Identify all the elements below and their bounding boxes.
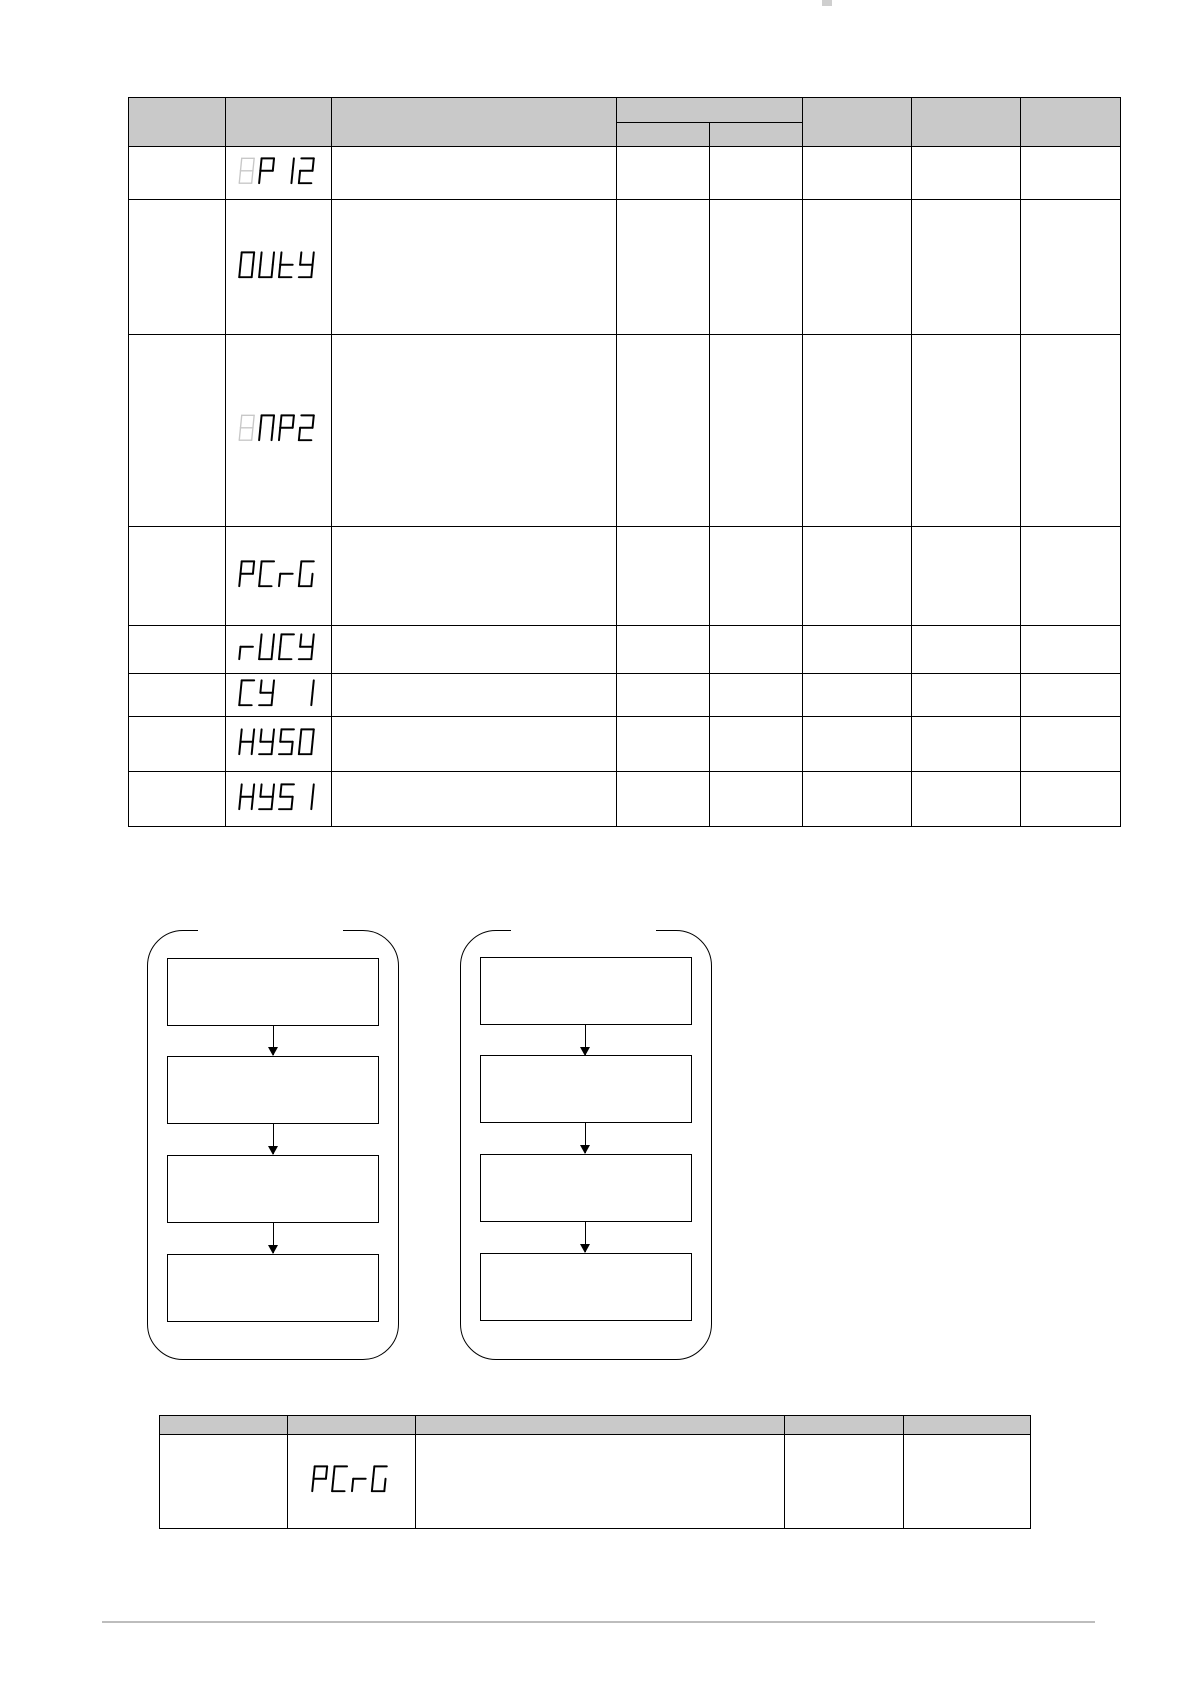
table-cell xyxy=(710,626,803,674)
display-cell xyxy=(226,200,332,335)
table-cell xyxy=(710,717,803,772)
table-cell xyxy=(912,717,1021,772)
table-cell xyxy=(803,200,912,335)
table-cell xyxy=(617,147,710,200)
table-cell xyxy=(332,200,617,335)
table-cell xyxy=(710,527,803,626)
table-cell xyxy=(1021,772,1121,827)
display-cell xyxy=(226,335,332,527)
table-cell xyxy=(617,674,710,717)
segment-digits xyxy=(238,728,320,758)
table-cell xyxy=(1021,626,1121,674)
segment-digits xyxy=(238,633,320,663)
flow-step-box xyxy=(480,957,692,1025)
display-cell xyxy=(226,772,332,827)
table-cell xyxy=(803,147,912,200)
table-cell xyxy=(710,200,803,335)
table-cell xyxy=(803,717,912,772)
display-cell xyxy=(226,674,332,717)
header-cell xyxy=(904,1416,1031,1435)
display-cell xyxy=(226,717,332,772)
header-cell xyxy=(416,1416,785,1435)
pcrg-table xyxy=(159,1415,1031,1529)
table-cell xyxy=(710,772,803,827)
seven-segment-display-icon xyxy=(238,783,320,813)
flow-arrow xyxy=(273,1223,274,1253)
table-cell xyxy=(129,772,226,827)
table-cell xyxy=(617,772,710,827)
table-cell xyxy=(129,527,226,626)
header-cell xyxy=(785,1416,904,1435)
display-cell xyxy=(226,626,332,674)
table-cell xyxy=(912,335,1021,527)
page-corner-mark xyxy=(822,0,832,6)
table-cell xyxy=(332,717,617,772)
table-cell xyxy=(803,626,912,674)
display-cell xyxy=(226,527,332,626)
table-cell xyxy=(912,772,1021,827)
table-cell xyxy=(332,626,617,674)
table-cell xyxy=(617,527,710,626)
table-row xyxy=(129,335,1121,527)
table-cell xyxy=(617,717,710,772)
flow-arrow xyxy=(585,1025,586,1055)
flow-arrow xyxy=(585,1123,586,1153)
flow-step-box xyxy=(167,1254,379,1322)
table-row xyxy=(129,200,1121,335)
table-cell xyxy=(803,527,912,626)
seven-segment-display-icon xyxy=(311,1465,393,1495)
table-row xyxy=(129,772,1121,827)
seven-segment-display-icon xyxy=(238,414,320,444)
table-cell xyxy=(160,1435,288,1529)
header-cell xyxy=(288,1416,416,1435)
segment-digits xyxy=(238,157,320,187)
header-cell xyxy=(803,98,912,147)
table-row xyxy=(129,527,1121,626)
display-cell xyxy=(226,147,332,200)
table-cell xyxy=(332,335,617,527)
header-cell xyxy=(160,1416,288,1435)
seven-segment-display-icon xyxy=(238,728,320,758)
table-cell xyxy=(129,335,226,527)
seven-segment-display-icon xyxy=(238,157,320,187)
table-row xyxy=(129,626,1121,674)
table-row xyxy=(129,147,1121,200)
table-cell xyxy=(1021,717,1121,772)
segment-digits xyxy=(238,679,320,709)
table-cell xyxy=(129,717,226,772)
table-cell xyxy=(617,200,710,335)
panel-title-gap xyxy=(511,928,656,934)
table-cell xyxy=(912,527,1021,626)
seven-segment-display-icon xyxy=(238,251,320,281)
header-cell xyxy=(129,98,226,147)
header-subcell xyxy=(617,123,710,147)
header-subcell xyxy=(710,123,803,147)
table-row xyxy=(129,674,1121,717)
table-row xyxy=(160,1435,1031,1529)
panel-title-gap xyxy=(198,928,343,934)
table-cell xyxy=(332,674,617,717)
table-cell xyxy=(416,1435,785,1529)
table-cell xyxy=(129,626,226,674)
flow-arrow xyxy=(273,1026,274,1055)
table-cell xyxy=(332,527,617,626)
flow-step-box xyxy=(480,1154,692,1222)
footer-rule xyxy=(102,1621,1095,1623)
table-cell xyxy=(912,147,1021,200)
table-cell xyxy=(332,772,617,827)
segment-digits xyxy=(238,414,320,444)
seven-segment-display-icon xyxy=(238,560,320,590)
flow-arrow xyxy=(273,1124,274,1154)
flow-step-box xyxy=(480,1055,692,1123)
table-cell xyxy=(332,147,617,200)
table-cell xyxy=(803,772,912,827)
table-cell xyxy=(1021,335,1121,527)
segment-digits xyxy=(238,251,320,281)
table-cell xyxy=(710,147,803,200)
table-cell xyxy=(1021,527,1121,626)
table-cell xyxy=(1021,200,1121,335)
table-cell xyxy=(129,147,226,200)
seven-segment-display-icon xyxy=(238,633,320,663)
table-row xyxy=(129,717,1121,772)
table-cell xyxy=(785,1435,904,1529)
table-cell xyxy=(710,674,803,717)
table-cell xyxy=(617,335,710,527)
header-cell xyxy=(1021,98,1121,147)
segment-digits xyxy=(238,560,320,590)
header-cell xyxy=(912,98,1021,147)
table-cell xyxy=(803,674,912,717)
flow-arrow xyxy=(585,1222,586,1252)
table-cell xyxy=(803,335,912,527)
table-cell xyxy=(912,674,1021,717)
flow-step-box xyxy=(167,1155,379,1223)
segment-digits xyxy=(311,1465,393,1495)
table-cell xyxy=(904,1435,1031,1529)
table-cell xyxy=(129,674,226,717)
table-cell xyxy=(912,200,1021,335)
table-cell xyxy=(710,335,803,527)
table-cell xyxy=(129,200,226,335)
table-cell xyxy=(617,626,710,674)
flow-step-box xyxy=(480,1253,692,1321)
table-cell xyxy=(1021,147,1121,200)
header-cell xyxy=(226,98,332,147)
table-cell xyxy=(1021,674,1121,717)
seven-segment-display-icon xyxy=(238,679,320,709)
header-cell-group xyxy=(617,98,803,123)
display-cell xyxy=(288,1435,416,1529)
flow-step-box xyxy=(167,958,379,1026)
parameter-table xyxy=(128,97,1121,827)
table-cell xyxy=(912,626,1021,674)
flow-step-box xyxy=(167,1056,379,1124)
header-cell xyxy=(332,98,617,147)
segment-digits xyxy=(238,783,320,813)
